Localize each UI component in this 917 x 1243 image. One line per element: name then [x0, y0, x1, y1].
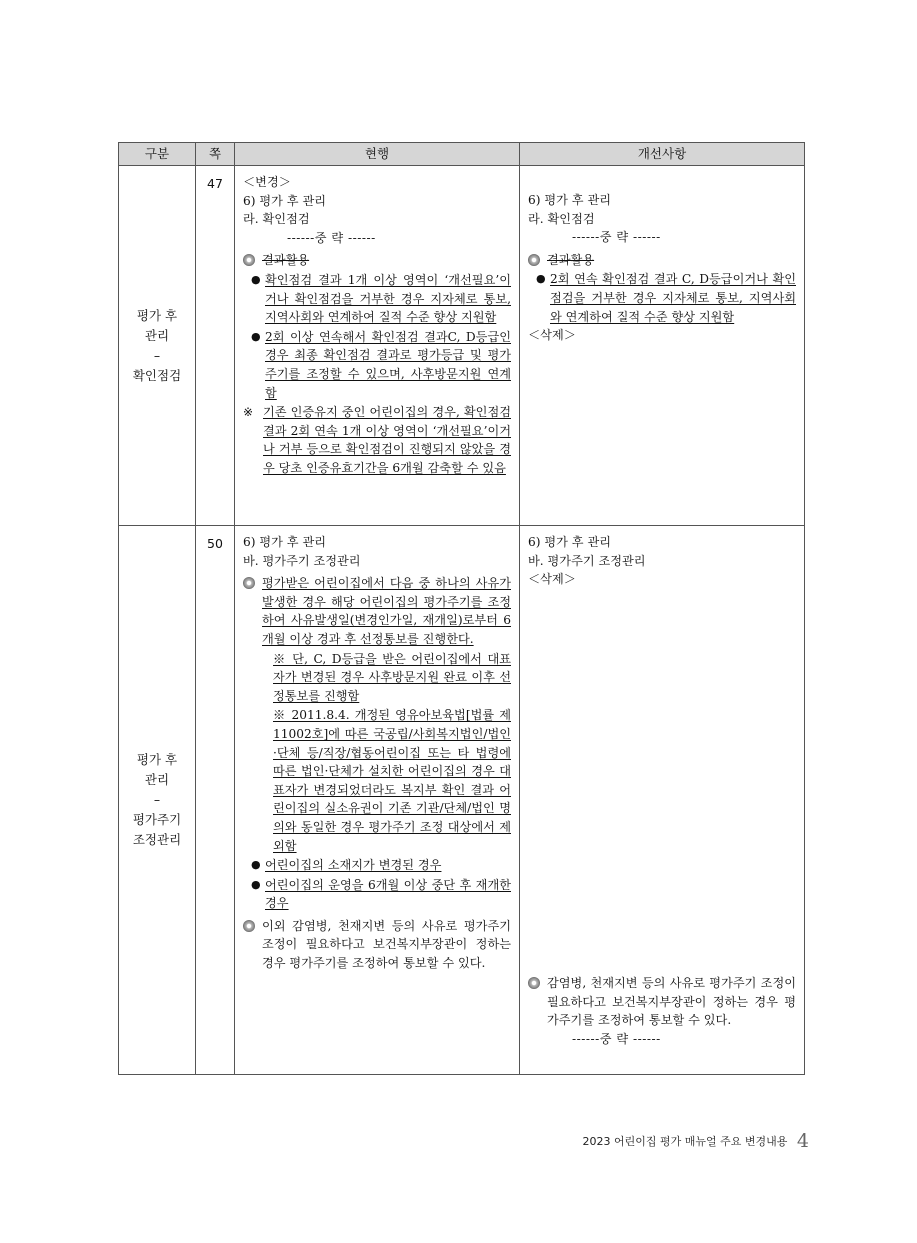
page-number: 4 — [796, 1130, 809, 1152]
section-heading: 6) 평가 후 관리 — [243, 193, 326, 208]
bullet-icon: ● — [251, 877, 261, 891]
table-row — [119, 526, 805, 1075]
bullet-text: 2회 이상 연속해서 확인점검 결과C, D등급인 경우 최종 확인점검 결과로 평가등급 및 평가주기를 조정할 수 있으며, 사후방문지원 연계함 — [265, 329, 511, 400]
list-item — [243, 574, 511, 648]
section-heading: 6) 평가 후 관리 — [528, 193, 611, 207]
bullet-text: 어린이집의 운영을 6개월 이상 중단 후 재개한 경우 — [265, 877, 511, 911]
list-item — [243, 251, 511, 270]
row1-category — [119, 166, 196, 526]
subsection-heading: 라. 확인점검 — [243, 212, 310, 227]
circle-bullet-icon — [528, 254, 540, 266]
note-text: 기존 인증유지 중인 어린이집의 경우, 확인점검 결과 2회 연속 1개 이상 영역이 ‘개선필요’이거나 거부 등으로 확인점검이 진행되지 않았을 경우 당초 인증유효기간을 6개월 감축할 수 있음 — [263, 405, 511, 475]
page-footer — [583, 1130, 809, 1152]
row2-current — [235, 526, 520, 1075]
list-item — [528, 974, 796, 1030]
category-line: 평가 후 — [136, 307, 178, 323]
note — [243, 403, 511, 477]
row1-improvement — [520, 166, 805, 526]
bullet-text: 어린이집의 소재지가 변경된 경우 — [265, 858, 442, 873]
table-row — [119, 166, 805, 526]
list-item — [243, 328, 511, 402]
item-title: 결과활용 — [262, 253, 310, 268]
subsection-heading: 바. 평가주기 조정관리 — [528, 553, 646, 568]
bullet-icon: ● — [251, 329, 261, 343]
item-text: 이외 감염병, 천재지변 등의 사유로 평가주기 조정이 필요하다고 보건복지부장관이 정하는 경우 평가주기를 조정하여 통보할 수 있다. — [262, 918, 511, 971]
category-line: 조정관리 — [132, 832, 182, 847]
list-item — [243, 856, 511, 875]
category-line: – — [153, 792, 161, 807]
list-item — [528, 270, 796, 326]
header-page: 쪽 — [196, 143, 235, 166]
bullet-icon: ● — [536, 272, 546, 286]
header-improvement: 개선사항 — [520, 143, 805, 166]
note: ※ 2011.8.4. 개정된 영유아보육법[법률 제11002호]에 따른 국공립/사회복지법인/법인·단체 등/직장/협동어린이집 또는 타 법령에 따른 법인·단체가 설치한 어린이집의 경우 대표자가 변경되었더라도 복지부 확인 결과 어린이집의 실소유권이 기존 기관/단체/법인 명의와 동일한 경우 평가주기 조정 대상에서 제외함 — [273, 708, 511, 853]
list-item — [243, 917, 511, 973]
row1-page: 47 — [196, 166, 235, 526]
bullet-icon: ● — [251, 272, 261, 286]
delete-tag: ＜삭제＞ — [528, 572, 576, 587]
category-line: 평가주기 — [132, 812, 182, 827]
omitted-marker: ------중 략 ------ — [287, 230, 376, 245]
list-item — [528, 251, 796, 270]
section-heading: 6) 평가 후 관리 — [528, 535, 611, 549]
circle-bullet-icon — [528, 977, 540, 989]
category-line: 관리 — [144, 327, 170, 343]
note-mark: ※ — [243, 405, 254, 420]
bullet-text — [550, 270, 796, 326]
comparison-table — [118, 142, 805, 1075]
omitted-marker: ------중 략 ------ — [572, 230, 661, 245]
header-current: 현행 — [235, 143, 520, 166]
section-heading: 6) 평가 후 관리 — [243, 535, 326, 549]
note: ※ 단, C, D등급을 받은 어린이집에서 대표자가 변경된 경우 사후방문지원 완료 이후 선정통보를 진행함 — [273, 651, 511, 703]
category-line: 평가 후 — [136, 752, 178, 767]
circle-bullet-icon — [243, 577, 255, 589]
table-header-row — [119, 143, 805, 166]
omitted-marker: ------중 략 ------ — [572, 1031, 661, 1046]
row1-current — [235, 166, 520, 526]
change-tag: ＜변경＞ — [243, 175, 291, 189]
row2-page: 50 — [196, 526, 235, 1075]
item-title: 결과활용 — [547, 252, 595, 267]
row2-improvement — [520, 526, 805, 1075]
category-line: 확인점검 — [132, 367, 182, 383]
bullet-icon: ● — [251, 858, 261, 872]
header-category: 구분 — [119, 143, 196, 166]
improvement-bottom-block — [528, 970, 796, 1048]
bullet-text-part: 2회 연속 확인점검 결과 C, D등급이거나 확인점검을 거부한 경우 지자체로 통보, 지역사회와 연계하여 질적 수준 향상 지원함 — [550, 272, 796, 324]
circle-bullet-icon — [243, 920, 255, 932]
list-item — [243, 876, 511, 913]
category-line: – — [153, 347, 161, 363]
list-item — [243, 271, 511, 327]
delete-tag: ＜삭제＞ — [528, 328, 576, 343]
circle-bullet-icon — [243, 254, 255, 266]
subsection-heading: 라. 확인점검 — [528, 211, 595, 226]
footer-title: 2023 어린이집 평가 매뉴얼 주요 변경내용 — [582, 1135, 788, 1148]
category-line: 관리 — [144, 772, 170, 787]
row2-category — [119, 526, 196, 1075]
subsection-heading: 바. 평가주기 조정관리 — [243, 553, 361, 568]
bullet-text: 확인점검 결과 1개 이상 영역이 ‘개선필요’이거나 확인점검을 거부한 경우 지자체로 통보, 지역사회와 연계하여 질적 수준 향상 지원함 — [265, 272, 511, 325]
item-text: 평가받은 어린이집에서 다음 중 하나의 사유가 발생한 경우 해당 어린이집의 평가주기를 조정하여 사유발생일(변경인가일, 재개일)로부터 6개월 이상 경과 후 선정통보를 진행한다. — [262, 576, 511, 646]
item-text: 감염병, 천재지변 등의 사유로 평가주기 조정이 필요하다고 보건복지부장관이 정하는 경우 평가주기를 조정하여 통보할 수 있다. — [547, 976, 796, 1028]
